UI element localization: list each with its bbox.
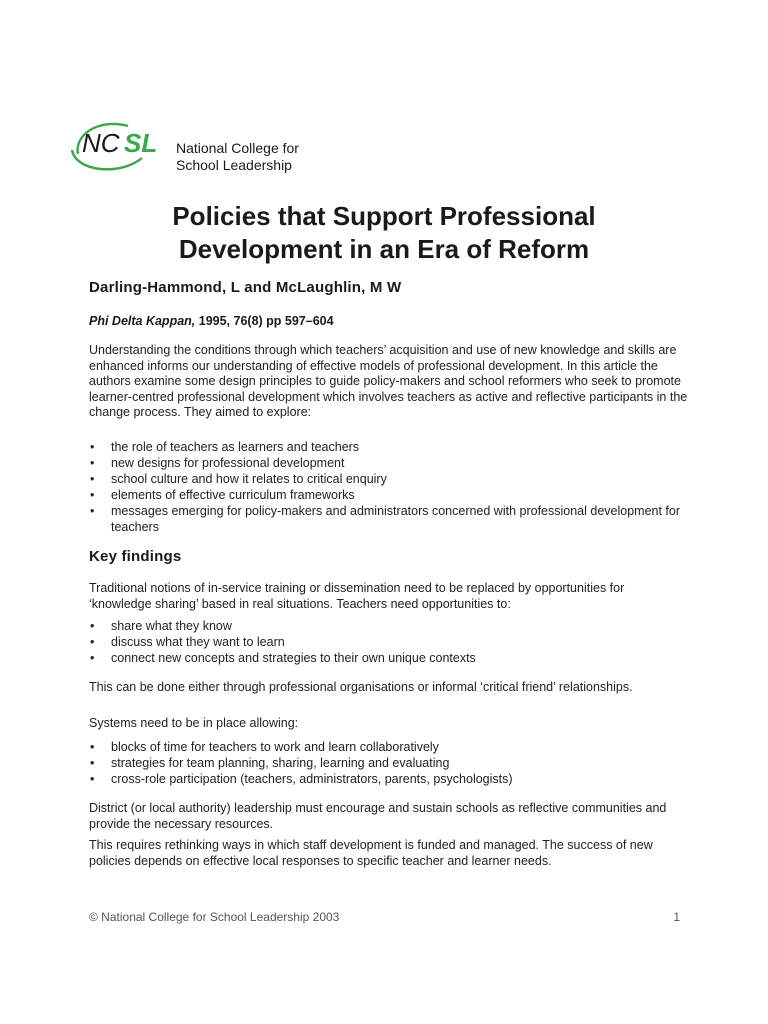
list-item: • school culture and how it relates to critical enquiry	[90, 472, 387, 487]
list-item: • cross-role participation (teachers, administrators, parents, psychologists)	[90, 772, 513, 787]
logo-line-1: National College for	[176, 140, 299, 156]
page-number: 1	[673, 910, 680, 924]
citation	[89, 314, 334, 328]
list-item: • discuss what they want to learn	[90, 635, 285, 650]
list-item: • strategies for team planning, sharing, learning and evaluating	[90, 756, 450, 771]
logo-line-2: School Leadership	[176, 157, 292, 173]
list-item: • elements of effective curriculum frameworks	[90, 488, 355, 503]
document-title	[0, 200, 768, 266]
ncsl-logo	[70, 120, 330, 180]
authors: Darling-Hammond, L and McLaughlin, M W	[89, 279, 402, 296]
list-item: • new designs for professional development	[90, 456, 345, 471]
citation-details: 1995, 76(8) pp 597–604	[195, 314, 334, 328]
list-item: • blocks of time for teachers to work and learn collaboratively	[90, 740, 439, 754]
list-item: • share what they know	[90, 619, 232, 633]
list-item: • messages emerging for policy-makers and administrators concerned with professional development for teachers	[90, 504, 681, 534]
page-footer	[89, 910, 680, 924]
ncsl-logo-mark	[70, 120, 180, 180]
opportunities-list	[89, 619, 689, 667]
list-item: • the role of teachers as learners and teachers	[90, 440, 360, 454]
findings-paragraph-5: This requires rethinking ways in which staff development is funded and managed. The success of new policies depends on effective local responses to specific teacher and learner needs.	[89, 838, 653, 868]
findings-paragraph-2: This can be done either through professional organisations or informal ‘critical friend’ relationships.	[89, 680, 633, 694]
footer-copyright: © National College for School Leadership 2003	[89, 910, 340, 924]
logo-mark-nc: NC	[82, 128, 120, 158]
systems-list	[89, 740, 689, 788]
findings-paragraph-1: Traditional notions of in-service training or dissemination need to be replaced by opportunities for ‘knowledge sharing’ based in real situations. Teachers need opportunities to:	[89, 581, 625, 611]
intro-paragraph: Understanding the conditions through which teachers’ acquisition and use of new knowledge and skills are enhanced informs our understanding of effective models of professional development. In this article the authors examine some design principles to guide policy-makers and school reformers who seek to promote learner-centred professional development which involves teachers as active and reflective participants in the change process. They aimed to explore:	[89, 343, 688, 419]
findings-paragraph-3: Systems need to be in place allowing:	[89, 716, 299, 730]
key-findings-heading: Key findings	[89, 548, 182, 565]
title-line-2: Development in an Era of Reform	[178, 234, 590, 264]
findings-paragraph-4: District (or local authority) leadership must encourage and sustain schools as reflective communities and provide the necessary resources.	[89, 801, 667, 831]
logo-mark-sl: SL	[124, 128, 158, 158]
title-line-1: Policies that Support Professional	[172, 201, 596, 231]
citation-journal: Phi Delta Kappan,	[89, 314, 196, 328]
aims-list	[89, 440, 689, 536]
list-item: • connect new concepts and strategies to their own unique contexts	[90, 651, 476, 666]
logo-wordmark	[176, 140, 299, 174]
